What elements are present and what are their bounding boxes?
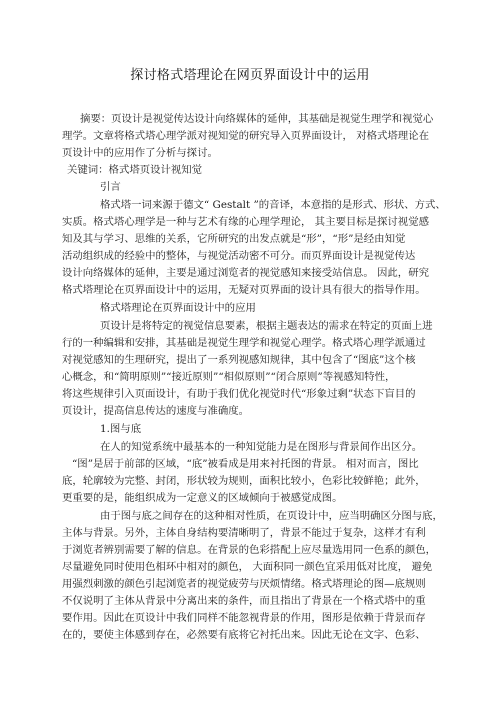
body-line: 于浏览者辨别需要了解的信息。在背景的色彩搭配上应尽量选用同一色系的颜色， xyxy=(62,544,437,556)
abstract-line: 页设计中的应用作了分析与探讨。 xyxy=(62,147,218,159)
body-line: 更重要的是，能组织成为一定意义的区域倾向于被感觉成图。 xyxy=(62,492,343,504)
body-line: 设计向络媒体的延伸，主要是通过浏览者的视觉感知来接受站信息。 因此，研究 xyxy=(62,267,429,279)
body-line: 心概念，和“简明原则”“接近原则”“相似原则”“闭合原则”等视感知特性， xyxy=(62,371,396,383)
body-line: 页设计，提高信息传达的速度与准确度。 xyxy=(62,405,250,417)
body-line: 格式塔理论在页界面设计中的运用，无疑对页界面的设计具有很大的指导作用。 xyxy=(62,284,426,296)
body-line: 知及其与学习、思维的关系，它所研究的出发点就是“形”，“形”是经由知觉 xyxy=(62,233,406,245)
body-line: 页设计是将特定的视觉信息要素，根据主题表达的需求在特定的页面上进 xyxy=(100,320,433,332)
abstract-line: 理学。文章将格式塔心理学派对视知觉的研究导入页界面设计， 对格式塔理论在 xyxy=(62,130,429,142)
body-line: 在的，要使主体感到存在，必然要有底将它衬托出来。因此无论在文字、色彩、 xyxy=(62,629,426,641)
body-line: 主体与背景。另外，主体自身结构要清晰明了，背景不能过于复杂，这样才有利 xyxy=(62,527,426,539)
body-line: 由于图与底之间存在的这种相对性质，在页设计中，应当明确区分图与底， xyxy=(100,510,443,522)
body-line: “图”是居于前部的区域，“底”被看成是用来衬托图的背景。 相对而言，图比 xyxy=(72,458,419,470)
section-heading-application: 格式塔理论在页界面设计中的应用 xyxy=(100,302,256,314)
abstract-line: 摘要：页设计是视觉传达设计向络媒体的延伸，其基础是视觉生理学和视觉心 xyxy=(80,113,434,125)
body-line: 用强烈刺激的颜色引起浏览者的视觉疲劳与厌烦情绪。格式塔理论的图—底规则 xyxy=(62,578,426,590)
body-line: 将这些规律引入页面设计，有助于我们优化视觉时代“形象过剩”状态下盲目的 xyxy=(62,388,416,400)
section-heading-intro: 引言 xyxy=(100,181,121,193)
body-line: 要作用。因此在页设计中我们同样不能忽视背景的作用，图形是依赖于背景而存 xyxy=(62,612,426,624)
body-line: 活动组织成的经验中的整体，与视觉活动密不可分。而页界面设计是视觉传达 xyxy=(62,250,416,262)
body-line: 对视觉感知的生理研究，提出了一系列视感知规律，其中包含了“图底”这个核 xyxy=(62,354,416,366)
keywords-line: 关键词：格式塔页设计视知觉 xyxy=(67,164,203,176)
body-line: 底，轮廓较为完整、封闭，形状较为规则，面积比较小，色彩比较鲜艳；此外， xyxy=(62,475,426,487)
body-line: 格式塔一词来源于德文“ Gestalt ”的音译，本意指的是形式、形状、方式、 xyxy=(100,199,446,211)
body-line: 行的一种编辑和安排，其基础是视觉生理学和视觉心理学。格式塔心理学派通过 xyxy=(62,337,426,349)
body-line: 不仅说明了主体从背景中分离出来的条件，而且指出了背景在一个格式塔中的重 xyxy=(62,595,426,607)
subsection-heading-figure-ground: 1.图与底 xyxy=(100,423,142,435)
paper-title: 探讨格式塔理论在网页界面设计中的运用 xyxy=(130,68,370,83)
body-line: 在人的知觉系统中最基本的一种知觉能力是在图形与背景间作出区分。 xyxy=(100,441,423,453)
body-line: 尽量避免同时使用色相环中相对的颜色， 大面积同一颜色宜采用低对比度， 避免 xyxy=(62,561,433,573)
body-line: 实质。格式塔心理学是一种与艺术有缘的心理学理论， 其主要目标是探讨视觉感 xyxy=(62,216,429,228)
